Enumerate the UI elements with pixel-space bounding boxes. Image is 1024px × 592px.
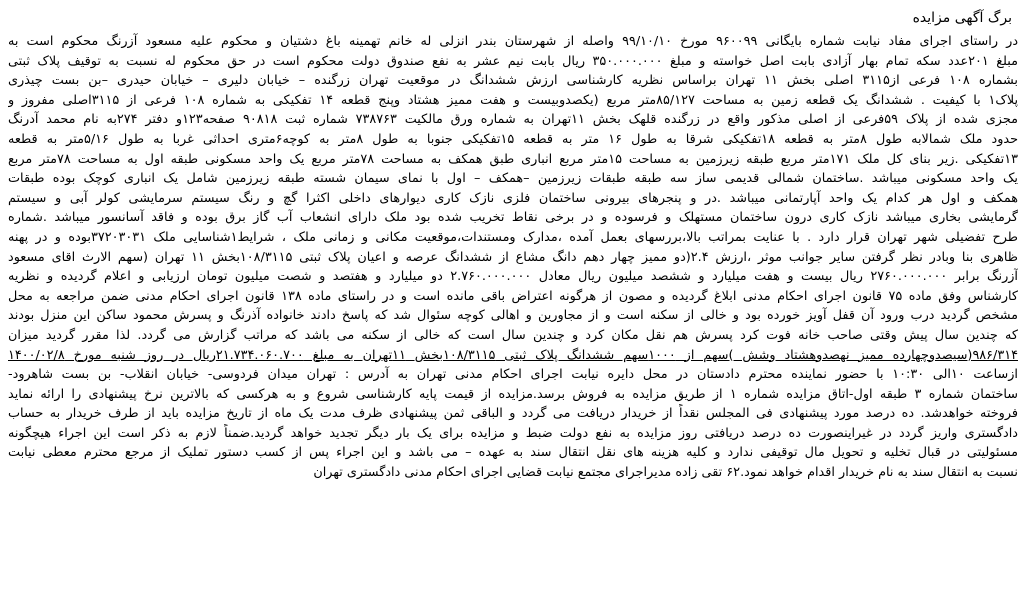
notice-line: مبلغ ۲۰۱عدد سکه تمام بهار آزادی بابت اصل خواسته و مبلغ ۳۵۰.۰۰۰.۰۰۰ ریال بابت نیم عشر به نفع صندوق دولت محکوم است در حق محکوم له نسبت به توقیف پلاک ثبتی (8, 53, 1018, 69)
notice-line: یک واحد مسکونی میباشد .ساختمان شمالی قدیمی ساز سه طبقه طبقات زیرزمین –همکف – اول با نمای سیمان شسته طبقه زیرزمین شامل یک انباری کوچک بوده طبقات (8, 171, 1018, 187)
notice-line: فروخته خواهدشد. ده درصد مورد پیشنهادی فی المجلس نقداً از خریدار دریافت می گردد و الباقی ثمن پیشنهادی ظرف مدت یک ماه از تاریخ مزایده باید از طرف خریدار به حساب (8, 406, 1018, 422)
notice-line: مسئولیتی در قبال تخلیه و تحویل مال توقیفی ندارد و کلیه هزینه های نقل انتقال سند به عهده – می باشد و این اجراء پس از کسب دستور تملیک از مرجع محترم معطی نیابت (8, 445, 1018, 461)
notice-line: ظاهری بنا وبادر نظر گرفتن سایر جوانب موثر ،ارزش ۲.۴(دو ممیز چهار دهم دانگ مشاع از ششدانگ عرصه و اعیان پلاک ثبتی ۱۰۸/۳۱۱۵بخش ۱۱ تهران (سهم الارث اقای مسعود (8, 249, 1018, 265)
notice-title: برگ آگهی مزایده (912, 10, 1012, 26)
notice-body (8, 32, 1018, 483)
notice-line: دادگستری واریز گردد در غیراینصورت ده درصد دریافتی روز مزایده به نفع دولت ضبط و مزایده برای یک بار دیگر تجدید خواهد گردید.ضمناً لازم به ذکر است این اجراء هیچگونه (8, 425, 1018, 441)
notice-line: بشماره ۱۰۸ فرعی از۳۱۱۵ اصلی بخش ۱۱ تهران براساس نظریه کارشناسی ارزش ششدانگ در موقعیت تهران زرگنده – خیابان دلیری – خیابان حیدری –بن بست چیذری (8, 73, 1018, 89)
notice-line: حدود ملک شمالابه طول ۸متر به قطعه ۱۸تفکیکی شرقا به طول ۱۶ متر به قطعه ۱۵تفکیکی جنوبا به طول ۸متر به کوچه۶متری احداثی غربا به طول ۵/۱۶متر به قطعه (8, 131, 1018, 147)
notice-line: که چندین سال پیش وقتی صاحب خانه فوت کرد پسرش هم نقل مکان کرد و چندین سال است که خالی از سکنه می باشد که مراتب گزارش می گردد. لذا مقرر گردید میزان (8, 327, 1018, 343)
notice-page (0, 8, 1024, 592)
notice-line: مجزی شده از پلاک ۵۹فرعی از اصلی مذکور واقع در زرگنده قلهک بخش ۱۱تهران به شماره ورق مالکیت ۷۳۸۷۶۳ شماره ثبت ۹۰۸۱۸ صفحه۱۲۳و دفتر ۲۷۴به نام محمد آدرنگ (8, 112, 1018, 128)
notice-line-final: نسبت به انتقال سند به نام خریدار اقدام خواهد نمود.۶۲ تقی زاده مدیراجرای مجتمع نیابت قضایی اجرای احکام مدنی دادگستری تهران (313, 465, 1018, 481)
notice-line: ۱۳تفکیکی .زیر بنای کل ملک ۱۷۱متر مربع طبقه زیرزمین به مساحت ۱۵متر مربع انباری طبق همکف به مساحت ۷۸متر مربع یک واحد مسکونی طبقه اول به مساحت ۷۸متر مربع (8, 151, 1018, 167)
notice-line: ازساعت ۱۰الی ۱۰:۳۰ با حضور نماینده محترم دادستان در محل دایره نیابت اجرای احکام مدنی تهران به آدرس : تهران میدان فردوسی- خیابان انقلاب- بن بست شاهرود- (8, 367, 1018, 383)
notice-line: در راستای اجرای مفاد نیابت شماره بایگانی ۹۶۰۰۹۹ مورخ ۹۹/۱۰/۱۰ واصله از شهرستان بندر انزلی له خانم تهمینه باغ دشتیان و محکوم علیه مسعود آزرنگ محکوم است به (8, 34, 1018, 49)
notice-line: کارشناس وفق ماده ۷۵ قانون اجرای احکام مدنی ابلاغ گردیده و مصون از هرگونه اعتراض باقی مانده است و در راستای ماده ۱۳۸ قانون اجرای احکام مدنی ضمن مراجعه به محل (8, 288, 1018, 304)
notice-line: طرح تفضیلی شهر تهران قرار دارد . با عنایت بمراتب بالا،بررسهای بعمل آمده ،مدارک ومستندات،موقعیت مکانی و زمانی ملک ، شرایط۱شناسایی ملک ۳۷۲۰۳۰۳۱بوده و در پهنه (8, 229, 1018, 245)
notice-line: پلاک۱ با کیفیت . ششدانگ یک قطعه زمین به مساحت ۸۵/۱۲۷متر مربع (یکصدوبیست و هفت ممیز هشتاد وپنج قطعه ۱۴ تفکیکی به شماره ۱۰۸ فرعی از ۳۱۱۵اصلی مفروز و (8, 92, 1018, 108)
notice-line: آزرنگ برابر ۲۷۶۰.۰۰۰.۰۰۰ ریال بیست و هفت میلیارد و ششصد میلیون ریال معادل ۲.۷۶۰.۰۰۰.۰۰۰ دو میلیارد و هفتصد و شصت میلیون تومان ارزیابی و اعلام گردیده و نظریه (8, 269, 1018, 285)
notice-line-underlined: ۹۸۶/۳۱۴(سیصدوچهارده ممیز نهصدوهشتاد وشش )سهم از ۱۰۰۰سهم ششدانگ پلاک ثبتی ۱۰۸/۳۱۱۵بخش ۱۱تهران به مبلغ ۲۱.۷۳۴.۰۶۰.۷۰۰ریال در روز شنبه مورخ ۱۴۰۰/۰۲/۸ (8, 347, 1018, 363)
notice-line: ساختمان شماره ۳ طبقه اول-اتاق مزایده شماره ۱ از طریق مزایده به فروش برسد.مزایده از قیمت پایه کارشناسی شروع و به هرکسی که بالاترین نرخ پیشنهادی را ارائه نماید (8, 386, 1018, 402)
notice-line: مشخص گردید درب ورود آن قفل آویز خورده بود و خالی از سکنه است و از مجاورین و اهالی کوچه سئوال شد که پاسخ دادند خانواده آذرنگ و پسرش محمود ساکن این منزل بودند (8, 308, 1018, 324)
notice-line: گرمایشی بخاری میباشد نازک کاری درون ساختمان مستهلک و فرسوده و در برخی نقاط تخریب شده بود ملک دارای انشعاب آب گاز برق بوده و فاقد آسانسور میباشد .شماره (8, 210, 1018, 226)
notice-line: همکف و اول هر کدام یک واحد آپارتمانی میباشد .در و پنجرهای بیرونی ساختمان فلزی نازک کاری دیوارهای داخلی اکثرا گچ و رنگ سیستم سرمایشی کولر آبی و سیستم (8, 190, 1018, 206)
